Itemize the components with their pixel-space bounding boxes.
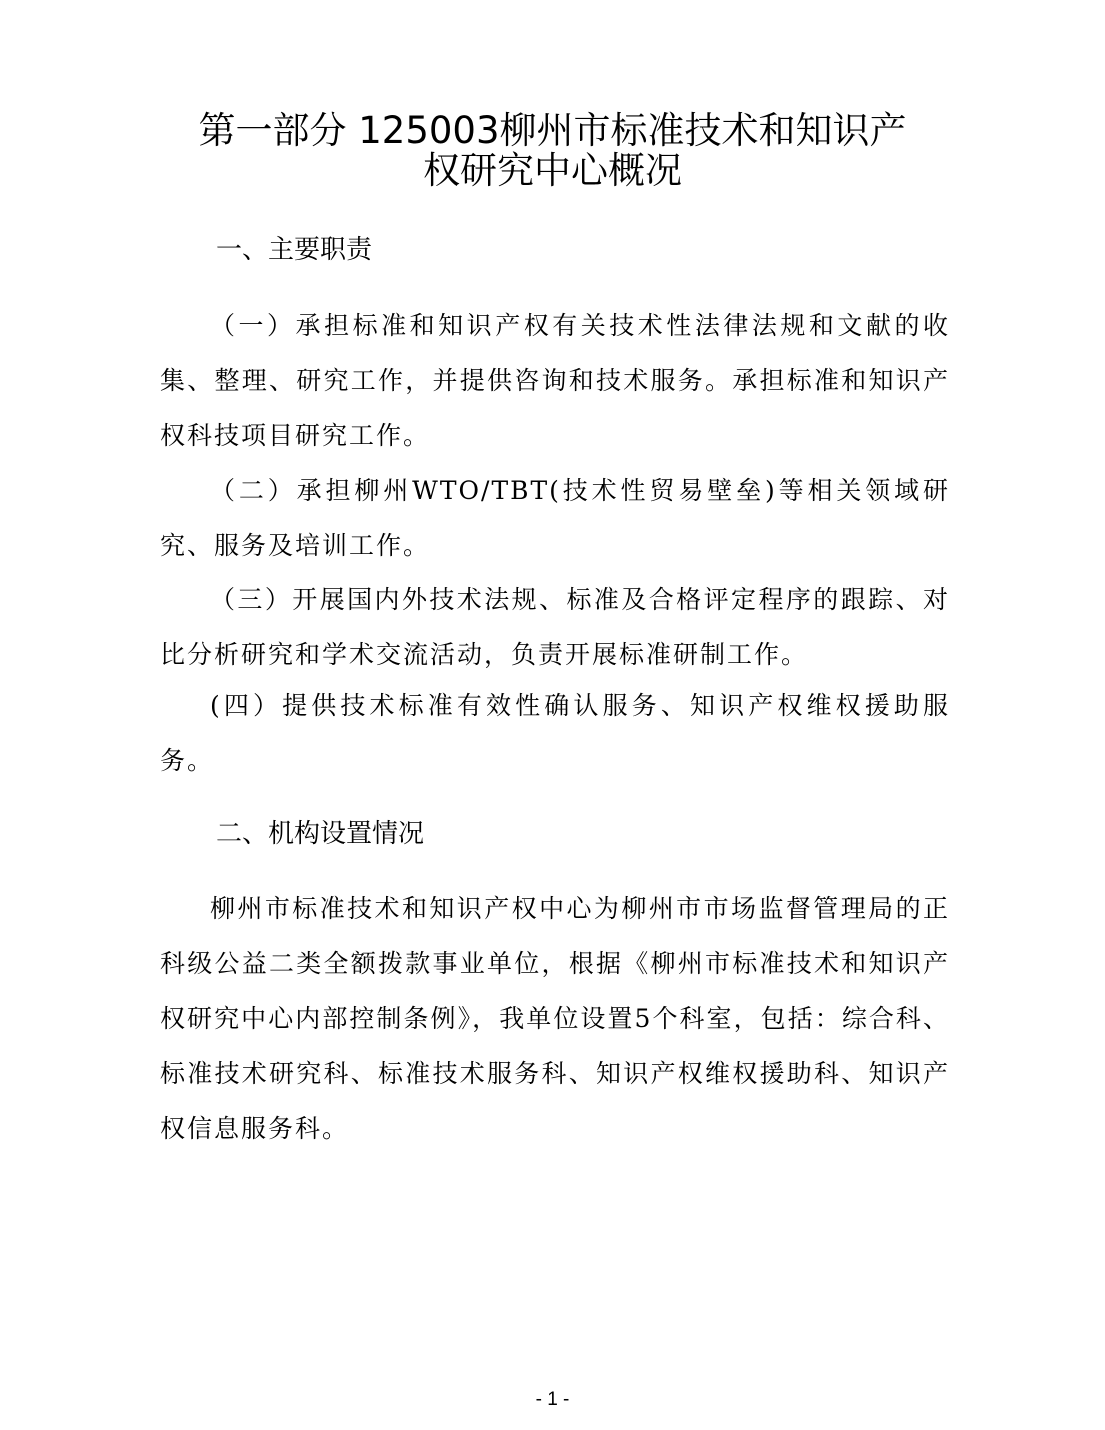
- paragraph-duty-2: （二）承担柳州WTO/TBT(技术性贸易壁垒)等相关领域研究、服务及培训工作。: [160, 476, 950, 560]
- paragraph-duty-1: （一）承担标准和知识产权有关技术性法律法规和文献的收集、整理、研究工作，并提供咨询和技术服务。承担标准和知识产权科技项目研究工作。: [160, 311, 950, 450]
- paragraph-organization: 柳州市标准技术和知识产权中心为柳州市市场监督管理局的正科级公益二类全额拨款事业单位，根据《柳州市标准技术和知识产权研究中心内部控制条例》，我单位设置5个科室，包括：综合科、标准技术研究科、标准技术服务科、知识产权维权援助科、知识产权信息服务科。: [160, 894, 950, 1143]
- paragraph-duty-3: （三）开展国内外技术法规、标准及合格评定程序的跟踪、对比分析研究和学术交流活动，负责开展标准研制工作。: [160, 585, 950, 669]
- section-heading-organization: 二、机构设置情况: [216, 819, 425, 849]
- section-heading-duties: 一、主要职责: [216, 235, 373, 265]
- document-title-line-2: 权研究中心概况: [423, 149, 682, 192]
- page-number: - 1 -: [535, 1389, 570, 1410]
- paragraph-duty-4: (四）提供技术标准有效性确认服务、知识产权维权援助服务。: [160, 691, 950, 775]
- document-title-line-1: 第一部分 125003柳州市标准技术和知识产: [198, 109, 907, 152]
